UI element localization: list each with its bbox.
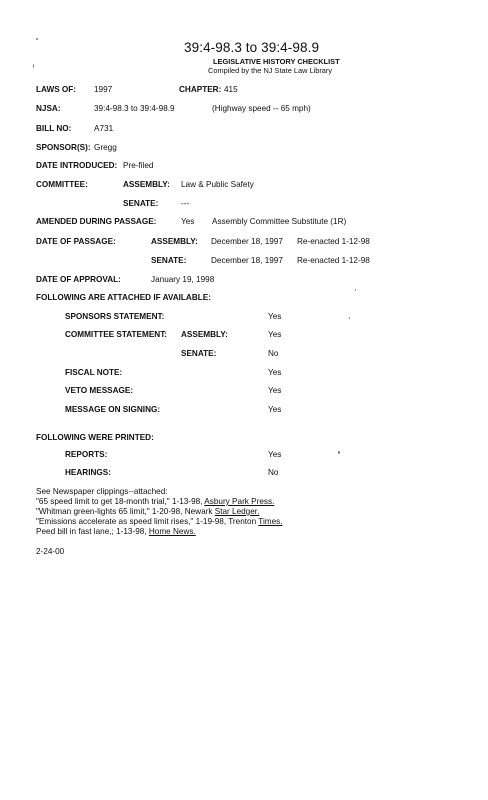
committee-assembly-value: Law & Public Safety: [181, 180, 254, 189]
committee-statement-senate-label: SENATE:: [181, 349, 217, 358]
passage-senate-date: December 18, 1997: [211, 256, 283, 265]
veto-message-value: Yes: [268, 386, 282, 395]
veto-message-label: VETO MESSAGE:: [65, 386, 134, 395]
committee-statement-assembly-value: Yes: [268, 330, 282, 339]
njsa-value: 39:4-98.3 to 39:4-98.9: [94, 104, 175, 113]
committee-senate-label: SENATE:: [123, 199, 159, 208]
document-subtitle: LEGISLATIVE HISTORY CHECKLIST: [213, 57, 340, 66]
passage-label: DATE OF PASSAGE:: [36, 237, 116, 246]
attached-heading: FOLLOWING ARE ATTACHED IF AVAILABLE:: [36, 293, 211, 302]
sponsors-statement-value: Yes: [268, 312, 282, 321]
approval-label: DATE OF APPROVAL:: [36, 275, 121, 284]
amended-note: Assembly Committee Substitute (1R): [212, 217, 347, 226]
clipping-source: Star Ledger.: [214, 507, 260, 516]
sponsors-statement-label: SPONSORS STATEMENT:: [65, 312, 165, 321]
scan-speck: [355, 289, 356, 291]
committee-statement-label: COMMITTEE STATEMENT:: [65, 330, 168, 339]
committee-statement-senate-value: No: [268, 349, 279, 358]
laws-of-label: LAWS OF:: [36, 85, 77, 94]
scan-speck: [349, 317, 350, 319]
clipping-item: [36, 527, 196, 536]
printed-heading: FOLLOWING WERE PRINTED:: [36, 433, 154, 442]
passage-assembly-note: Re-enacted 1-12-98: [297, 237, 370, 246]
sponsors-label: SPONSOR(S):: [36, 143, 91, 152]
bill-no-value: A731: [94, 124, 114, 133]
date-introduced-label: DATE INTRODUCED:: [36, 161, 118, 170]
chapter-label: CHAPTER:: [179, 85, 222, 94]
footer-date: 2-24-00: [36, 547, 65, 556]
bill-no-label: BILL NO:: [36, 124, 72, 133]
scan-speck: [36, 38, 38, 40]
fiscal-note-value: Yes: [268, 368, 282, 377]
clipping-item: [36, 497, 274, 506]
document-title: 39:4-98.3 to 39:4-98.9: [184, 40, 320, 55]
compiled-by: Compiled by the NJ State Law Library: [208, 66, 333, 75]
clipping-source: Home News.: [148, 527, 196, 536]
date-introduced-value: Pre-filed: [123, 161, 154, 170]
committee-statement-assembly-label: ASSEMBLY:: [181, 330, 228, 339]
clipping-text: Peed bill in fast lane,; 1-13-98,: [36, 527, 149, 536]
reports-value: Yes: [268, 450, 282, 459]
chapter-value: 415: [224, 85, 238, 94]
njsa-label: NJSA:: [36, 104, 61, 113]
clipping-text: "65 speed limit to get 18-month trial," 1-13-98,: [36, 497, 205, 506]
approval-value: January 19, 1998: [151, 275, 215, 284]
committee-assembly-label: ASSEMBLY:: [123, 180, 170, 189]
passage-senate-note: Re-enacted 1-12-98: [297, 256, 370, 265]
message-on-signing-value: Yes: [268, 405, 282, 414]
hearings-label: HEARINGS:: [65, 468, 111, 477]
passage-assembly-label: ASSEMBLY:: [151, 237, 198, 246]
laws-of-value: 1997: [94, 85, 113, 94]
passage-assembly-date: December 18, 1997: [211, 237, 283, 246]
njsa-note: (Highway speed -- 65 mph): [212, 104, 311, 113]
clipping-item: [36, 507, 259, 516]
fiscal-note-label: FISCAL NOTE:: [65, 368, 123, 377]
committee-label: COMMITTEE:: [36, 180, 88, 189]
clipping-text: "Whitman green-lights 65 limit," 1-20-98, Newark: [36, 507, 215, 516]
scan-speck: [33, 64, 34, 68]
clippings-intro: See Newspaper clippings--attached:: [36, 487, 168, 496]
clipping-source: Asbury Park Press.: [204, 497, 275, 506]
passage-senate-label: SENATE:: [151, 256, 187, 265]
clipping-item: [36, 517, 283, 526]
clipping-text: "Emissions accelerate as speed limit rises," 1-19-98, Trenton: [36, 517, 259, 526]
hearings-value: No: [268, 468, 279, 477]
clipping-source: Times.: [258, 517, 283, 526]
amended-label: AMENDED DURING PASSAGE:: [36, 217, 157, 226]
amended-value: Yes: [181, 217, 195, 226]
committee-senate-value: ---: [181, 199, 190, 208]
reports-label: REPORTS:: [65, 450, 108, 459]
sponsors-value: Gregg: [94, 143, 117, 152]
scan-speck: [338, 451, 340, 454]
message-on-signing-label: MESSAGE ON SIGNING:: [65, 405, 161, 414]
